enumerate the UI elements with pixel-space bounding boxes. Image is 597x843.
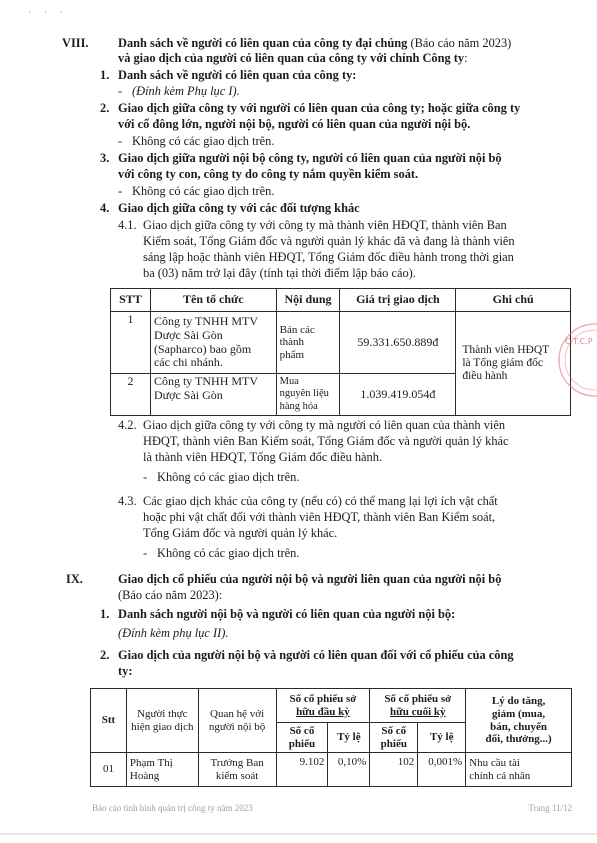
row1-value: 59.331.650.889đ (340, 312, 456, 374)
p42-line2: HĐQT, thành viên Ban Kiểm soát, Tổng Giám đốc và người quản lý khác (143, 434, 509, 448)
row-relation-l1: Trưởng Ban (210, 756, 264, 769)
row-person-l1: Phạm Thị (129, 756, 173, 769)
th-begin-ratio: Tỷ lệ (328, 723, 370, 753)
th-person-l2: hiện giao dịch (131, 720, 194, 733)
p43-number: 4.3. (118, 494, 137, 508)
s8-item3-note: - Không có các giao dịch trên. (118, 184, 275, 198)
table-row (111, 312, 571, 374)
p43-line2: hoặc phi vật chất đối với thành viên HĐQT, thành viên Ban Kiểm soát, (143, 510, 496, 524)
th-end-shares-l2: phiếu (380, 737, 407, 750)
p43-note: - Không có các giao dịch trên. (143, 546, 300, 560)
row2-value: 1.039.419.054đ (340, 374, 456, 416)
section-8-title-colon: : (464, 51, 468, 65)
bottom-edge (0, 833, 597, 835)
th-reason-l1: Lý do tăng, (491, 695, 546, 708)
table-header-row (91, 689, 572, 723)
row-reason (466, 753, 572, 787)
p41-line4: ba (03) năm trở lại đây (tính tại thời điểm lập báo cáo). (143, 266, 416, 280)
p42-note-text: Không có các giao dịch trên. (157, 470, 300, 484)
s8-item3-line1: Giao dịch giữa người nội bộ công ty, người có liên quan của người nội bộ (118, 151, 502, 165)
row-reason-l2: chính cá nhân (469, 769, 531, 782)
row2-content-l1: Mua (279, 376, 299, 388)
th-end-shares-l1: Số cổ (381, 724, 407, 737)
th-note: Ghi chú (456, 289, 571, 312)
th-end-ratio: Tỷ lệ (418, 723, 466, 753)
p41-line1: Giao dịch giữa công ty với công ty mà thành viên HĐQT, thành viên Ban (143, 218, 507, 232)
s9-item1-number: 1. (100, 607, 110, 621)
row1-org-l3: (Sapharco) bao gồm (153, 341, 252, 356)
th-relation (198, 689, 276, 753)
row1-org (150, 312, 276, 374)
row1-content-l1: Bán các (279, 323, 315, 336)
footer-page-number: Trang 11/12 (528, 803, 572, 813)
th-begin (276, 689, 370, 723)
s8-item4-number: 4. (100, 201, 110, 215)
s9-item2-number: 2. (100, 648, 110, 662)
s8-item3-line2: với công ty con, công ty do công ty nắm quyền kiểm soát. (118, 167, 419, 181)
row2-stt: 2 (111, 374, 151, 416)
note-l2: là Tổng giám đốc (462, 356, 543, 369)
row-end-ratio: 0,001% (418, 753, 466, 787)
p43-line1: Các giao dịch khác của công ty (nếu có) có thể mang lại lợi ích vật chất (143, 494, 498, 508)
section-9-title-paren: (Báo cáo năm 2023): (118, 588, 223, 602)
s8-item4-title: Giao dịch giữa công ty với các đối tượng khác (118, 201, 360, 215)
p42-note: - Không có các giao dịch trên. (143, 470, 300, 484)
th-stt: Stt (91, 689, 127, 753)
th-begin-l2: hữu đầu kỳ (296, 705, 350, 718)
th-end (370, 689, 466, 723)
row-end-shares: 102 (370, 753, 418, 787)
section-8-number: VIII. (62, 36, 89, 50)
section-9-title: Giao dịch cổ phiếu của người nội bộ và người liên quan của người nội bộ (118, 572, 502, 586)
th-value: Giá trị giao dịch (340, 289, 456, 312)
note-l1: Thành viên HĐQT (462, 343, 550, 356)
th-begin-shares-l1: Số cổ (289, 724, 315, 737)
note-cell (456, 312, 571, 416)
th-relation-l1: Quan hệ với (210, 707, 265, 720)
s8-item1-number: 1. (100, 68, 110, 82)
table-row (91, 753, 572, 787)
s8-item1-note-text: (Đính kèm Phụ lục I). (132, 84, 240, 98)
row2-content (276, 374, 340, 416)
th-begin-shares (276, 723, 328, 753)
row-person-l2: Hoàng (129, 769, 160, 782)
th-reason-l3: bán, chuyển (490, 720, 548, 733)
related-party-transactions-table (110, 288, 571, 416)
p41-line3: sáng lập hoặc thành viên HĐQT, Tổng Giám đốc điều hành trong thời gian (143, 250, 514, 264)
row-stt: 01 (91, 753, 127, 787)
row1-org-l4: các chi nhánh. (153, 355, 223, 370)
p41-line2: Kiểm soát, Tổng Giám đốc và người quản lý khác đã và đang là thành viên (143, 234, 515, 248)
th-person-l1: Người thực (137, 707, 188, 720)
row-begin-shares: 9.102 (276, 753, 328, 787)
s8-item2-note: - Không có các giao dịch trên. (118, 134, 275, 148)
th-relation-l2: người nội bộ (208, 720, 266, 733)
section-8-title (118, 36, 578, 52)
section-8-title-line2 (118, 51, 468, 67)
p43-line3: Tổng Giám đốc và người quản lý khác. (143, 526, 338, 540)
p42-line3: là thành viên HĐQT, Tổng Giám đốc điều hành. (143, 450, 383, 464)
insider-share-transactions-table (90, 688, 572, 787)
th-stt: STT (111, 289, 151, 312)
th-content: Nội dung (276, 289, 340, 312)
th-reason-l2: giảm (mua, (492, 707, 546, 720)
row-relation-l2: kiểm soát (215, 769, 259, 782)
th-begin-l1: Số cổ phiếu sở (289, 692, 357, 705)
s8-item1-title: Danh sách về người có liên quan của công ty: (118, 68, 357, 82)
s8-item2-line1: Giao dịch giữa công ty với người có liên quan của công ty; hoặc giữa công ty (118, 101, 521, 115)
th-end-shares (370, 723, 418, 753)
company-seal (555, 320, 597, 400)
row1-content-l3: phẩm (279, 348, 305, 361)
section-8-title-bold: Danh sách về người có liên quan của công ty đại chúng (118, 36, 408, 50)
th-end-l1: Số cổ phiếu sở (384, 692, 452, 705)
s9-item2-line2: ty: (118, 664, 133, 678)
th-org: Tên tổ chức (150, 289, 276, 312)
s8-item2-number: 2. (100, 101, 110, 115)
s8-item2-line2: với cổ đông lớn, người nội bộ, người có liên quan của người nội bộ. (118, 117, 471, 131)
s8-item3-note-text: Không có các giao dịch trên. (132, 184, 275, 198)
table-header-row (111, 289, 571, 312)
s9-item1-note: (Đính kèm phụ lục II). (118, 626, 229, 640)
s9-item1-title: Danh sách người nội bộ và người có liên quan của người nội bộ: (118, 607, 456, 621)
p42-line1: Giao dịch giữa công ty với công ty mà người có liên quan của thành viên (143, 418, 506, 432)
row2-content-l3: hàng hóa (279, 400, 318, 412)
p42-number: 4.2. (118, 418, 137, 432)
p41-number: 4.1. (118, 218, 137, 232)
row1-org-l2: Dược Sài Gòn (153, 327, 223, 342)
s8-item1-note: - (Đính kèm Phụ lục I). (118, 84, 240, 98)
th-reason (466, 689, 572, 753)
row2-org-l1: Công ty TNHH MTV (153, 374, 259, 388)
row2-org (150, 374, 276, 416)
s8-item3-number: 3. (100, 151, 110, 165)
section-8-title-paren: (Báo cáo năm 2023) (410, 36, 512, 50)
th-end-l2: hữu cuối kỳ (390, 705, 446, 718)
th-reason-l4: đổi, thưởng...) (485, 733, 552, 746)
s8-item2-note-text: Không có các giao dịch trên. (132, 134, 275, 148)
row-person (126, 753, 198, 787)
s9-item2-line1: Giao dịch của người nội bộ và người có liên quan đối với cổ phiếu của công (118, 648, 514, 662)
row1-stt: 1 (111, 312, 151, 374)
row1-org-l1: Công ty TNHH MTV (153, 313, 259, 328)
row-begin-ratio: 0,10% (328, 753, 370, 787)
row-relation (198, 753, 276, 787)
row-reason-l1: Nhu cầu tài (469, 756, 520, 769)
p43-note-text: Không có các giao dịch trên. (157, 546, 300, 560)
page-footer (92, 803, 572, 815)
svg-text:C.T.C.P: C.T.C.P (565, 337, 593, 346)
section-8-title-line2-text: và giao dịch của người có liên quan của công ty với chính Công ty (118, 51, 465, 65)
row2-content-l2: nguyên liệu (279, 388, 329, 400)
section-9-number: IX. (66, 572, 83, 586)
row1-content (276, 312, 340, 374)
th-person (126, 689, 198, 753)
footer-left: Báo cáo tình hình quản trị công ty năm 2023 (92, 803, 253, 813)
note-l3: điều hành (462, 370, 508, 383)
th-begin-shares-l2: phiếu (288, 737, 316, 750)
corner-marks: · · · (28, 8, 68, 19)
row2-org-l2: Dược Sài Gòn (153, 387, 223, 402)
row1-content-l2: thành (279, 336, 305, 349)
